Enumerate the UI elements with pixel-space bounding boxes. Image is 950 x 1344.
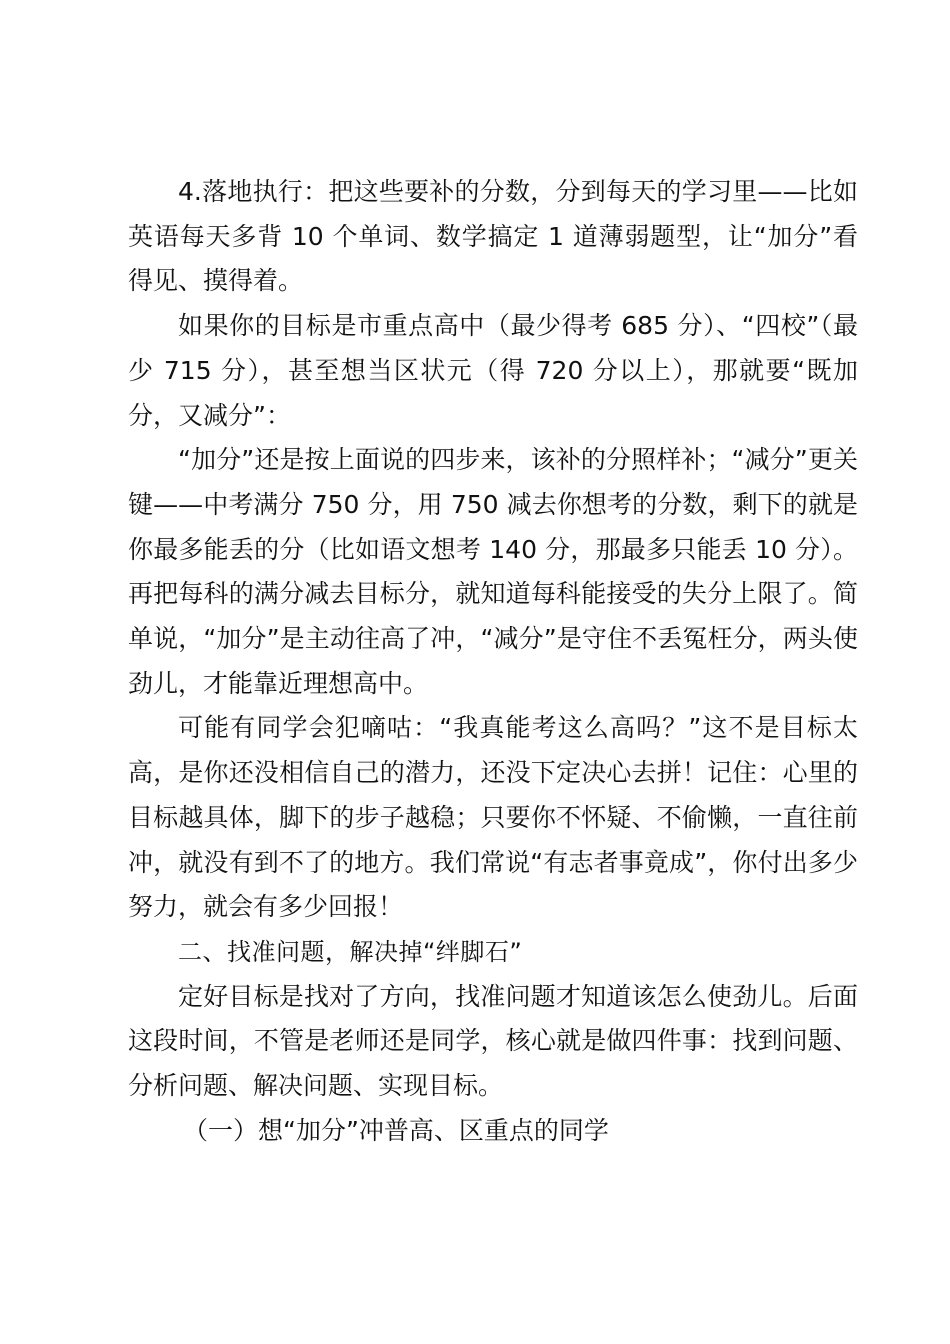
document-page [128, 170, 858, 1153]
subsection-heading: （一）想“加分”冲普高、区重点的同学 [183, 1115, 609, 1145]
paragraph-key-school-targets: 如果你的目标是市重点高中（最少得考 685 分）、“四校”（最少 715 分），甚至想当区状元（得 720 分以上），那就要“既加分，又减分”： [128, 311, 858, 430]
section-heading: 二、找准问题，解决掉“绊脚石” [178, 937, 523, 966]
paragraph-find-problems: 定好目标是找对了方向，找准问题才知道该怎么使劲儿。后面这段时间，不管是老师还是同学，核心就是做四件事：找到问题、分析问题、解决问题、实现目标。 [128, 981, 858, 1101]
paragraph-believe-potential: 可能有同学会犯嘀咕：“我真能考这么高吗？”这不是目标太高，是你还没相信自己的潜力，还没下定决心去拼！记住：心里的目标越具体，脚下的步子越稳；只要你不怀疑、不偷懒，一直往前冲，就没有到不了的地方。我们常说“有志者事竟成”，你付出多少努力，就会有多少回报！ [128, 713, 858, 922]
paragraph-add-subtract-scores: “加分”还是按上面说的四步来，该补的分照样补；“减分”更关键——中考满分 750 分，用 750 减去你想考的分数，剩下的就是你最多能丢的分（比如语文想考 140 分，那最多只能丢 10 分）。再把每科的满分减去目标分，就知道每科能接受的失分上限了。简单说，“加分”是主动往高了冲，“减分”是守住不丢冤枉分，两头使劲儿，才能靠近理想高中。 [128, 445, 858, 698]
paragraph-execution-step: 4.落地执行：把这些要补的分数，分到每天的学习里——比如英语每天多背 10 个单词、数学搞定 1 道薄弱题型，让“加分”看得见、摸得着。 [128, 177, 858, 296]
